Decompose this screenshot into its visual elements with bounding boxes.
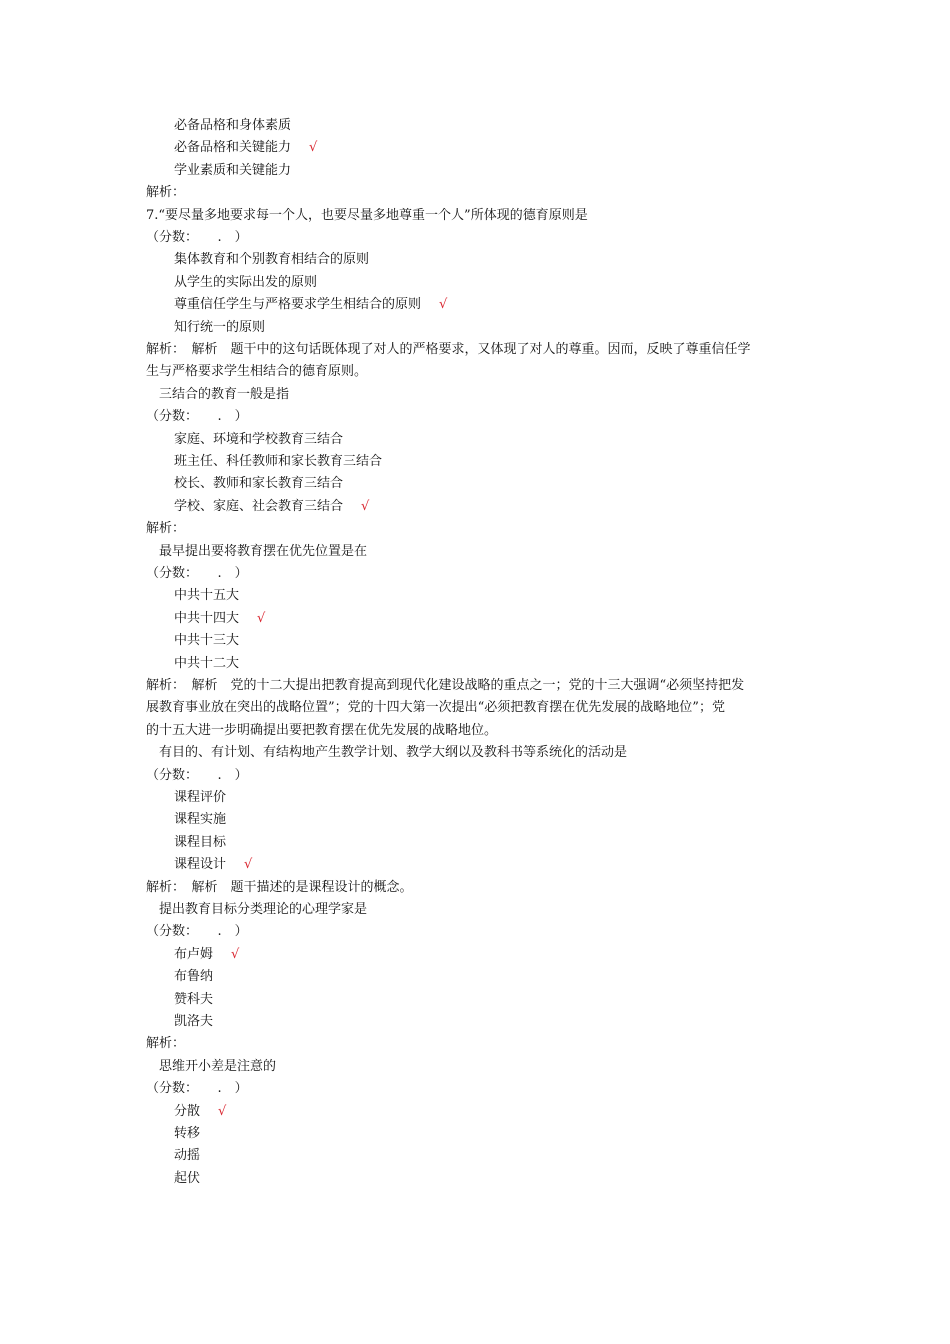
line-text: 有目的、有计划、有结构地产生教学计划、教学大纲以及教科书等系统化的活动是	[146, 745, 628, 761]
line-text: （分数： . ）	[146, 1081, 248, 1097]
line-text: 学业素质和关键能力	[174, 162, 292, 178]
answer-option	[174, 1011, 844, 1033]
line-text: 布卢姆	[174, 946, 214, 962]
answer-option	[174, 653, 844, 675]
answer-option	[174, 787, 844, 809]
answer-option	[174, 473, 844, 495]
line-text: 集体教育和个别教育相结合的原则	[174, 252, 370, 268]
question-text	[146, 899, 816, 921]
line-text: 中共十五大	[174, 588, 240, 604]
line-text: 生与严格要求学生相结合的德育原则。	[146, 364, 368, 380]
answer-option	[174, 1145, 844, 1167]
line-text: 起伏	[174, 1170, 201, 1186]
line-text: 学校、家庭、社会教育三结合	[174, 498, 344, 514]
line-text: 中共十三大	[174, 633, 240, 649]
line-text: 解析：	[146, 1036, 186, 1052]
line-text: 展教育事业放在突出的战略位置”；党的十四大第一次提出“必须把教育摆在优先发展的战略地位”；党	[146, 700, 725, 716]
correct-check-icon: √	[309, 140, 318, 156]
line-text: 解析： 解析 题干描述的是课程设计的概念。	[146, 879, 413, 895]
answer-option	[174, 854, 844, 876]
question-text	[146, 1056, 816, 1078]
line-text: （分数： . ）	[146, 566, 248, 581]
answer-option	[174, 429, 844, 451]
answer-option	[174, 137, 844, 159]
line-text: 尊重信任学生与严格要求学生相结合的原则	[174, 297, 422, 313]
analysis-line	[146, 720, 816, 742]
line-text: 转移	[174, 1126, 201, 1141]
answer-option	[174, 160, 844, 182]
answer-option	[174, 272, 844, 294]
answer-option	[174, 496, 844, 518]
question-text	[146, 384, 816, 406]
line-text: 课程评价	[174, 790, 227, 805]
score-line	[146, 563, 816, 585]
question-text	[146, 742, 816, 764]
answer-option	[174, 451, 844, 473]
line-text: 班主任、科任教师和家长教育三结合	[174, 454, 383, 469]
line-text: 三结合的教育一般是指	[146, 386, 290, 402]
line-text: 赞科夫	[174, 991, 214, 1007]
answer-option	[174, 608, 844, 630]
analysis-line	[146, 339, 816, 361]
score-line	[146, 921, 816, 943]
answer-option	[174, 809, 844, 831]
answer-option	[174, 317, 844, 339]
line-text: （分数： . ）	[146, 924, 248, 940]
analysis-line	[146, 361, 816, 383]
question-text	[146, 541, 816, 563]
line-text: 课程实施	[174, 812, 227, 828]
answer-option	[174, 115, 844, 137]
line-text: 必备品格和关键能力	[174, 140, 292, 156]
analysis-line	[146, 518, 816, 540]
answer-option	[174, 585, 844, 607]
line-text: 课程目标	[174, 834, 227, 850]
line-text: 家庭、环境和学校教育三结合	[174, 431, 344, 447]
line-text: 中共十四大	[174, 610, 240, 626]
answer-option	[174, 249, 844, 271]
line-text: 布鲁纳	[174, 969, 214, 985]
answer-option	[174, 989, 844, 1011]
line-text: （分数： . ）	[146, 409, 248, 425]
line-text: （分数： . ）	[146, 767, 248, 783]
correct-check-icon: √	[244, 857, 253, 873]
question-text	[146, 205, 816, 227]
line-text: 的十五大进一步明确提出要把教育摆在优先发展的战略地位。	[146, 722, 498, 738]
answer-option	[174, 1101, 844, 1123]
line-text: 思维开小差是注意的	[146, 1058, 277, 1074]
line-text: 解析： 解析 题干中的这句话既体现了对人的严格要求，又体现了对人的尊重。因而，反映了尊重信任学	[146, 342, 751, 357]
answer-option	[174, 1168, 844, 1190]
line-text: 提出教育目标分类理论的心理学家是	[146, 902, 368, 917]
line-text: 从学生的实际出发的原则	[174, 274, 318, 290]
line-text: 课程设计	[174, 857, 227, 873]
line-text: 动摇	[174, 1148, 201, 1164]
correct-check-icon: √	[257, 610, 266, 626]
line-text: 解析：	[146, 521, 186, 537]
line-text: 解析： 解析 党的十二大提出把教育提高到现代化建设战略的重点之一；党的十三大强调“必须坚持把发	[146, 678, 745, 693]
line-text: 解析：	[146, 185, 186, 201]
score-line	[146, 765, 816, 787]
answer-option	[174, 294, 844, 316]
line-text: 中共十二大	[174, 655, 240, 671]
line-text: （分数： . ）	[146, 230, 248, 245]
line-text: 7.“要尽量多地要求每一个人，也要尽量多地尊重一个人”所体现的德育原则是	[146, 207, 588, 223]
score-line	[146, 1078, 816, 1100]
answer-option	[174, 966, 844, 988]
analysis-line	[146, 877, 816, 899]
correct-check-icon: √	[231, 946, 240, 962]
correct-check-icon: √	[439, 297, 448, 313]
score-line	[146, 227, 816, 249]
answer-option	[174, 1123, 844, 1145]
line-text: 必备品格和身体素质	[174, 118, 292, 133]
answer-option	[174, 630, 844, 652]
line-text: 知行统一的原则	[174, 319, 266, 335]
analysis-line	[146, 697, 816, 719]
correct-check-icon: √	[361, 498, 370, 514]
score-line	[146, 406, 816, 428]
line-text: 最早提出要将教育摆在优先位置是在	[146, 543, 368, 559]
line-text: 校长、教师和家长教育三结合	[174, 476, 344, 492]
line-text: 分散	[174, 1103, 201, 1119]
correct-check-icon: √	[218, 1103, 227, 1119]
line-text: 凯洛夫	[174, 1014, 214, 1029]
analysis-line	[146, 1033, 816, 1055]
analysis-line	[146, 675, 816, 697]
answer-option	[174, 944, 844, 966]
analysis-line	[146, 182, 816, 204]
answer-option	[174, 832, 844, 854]
